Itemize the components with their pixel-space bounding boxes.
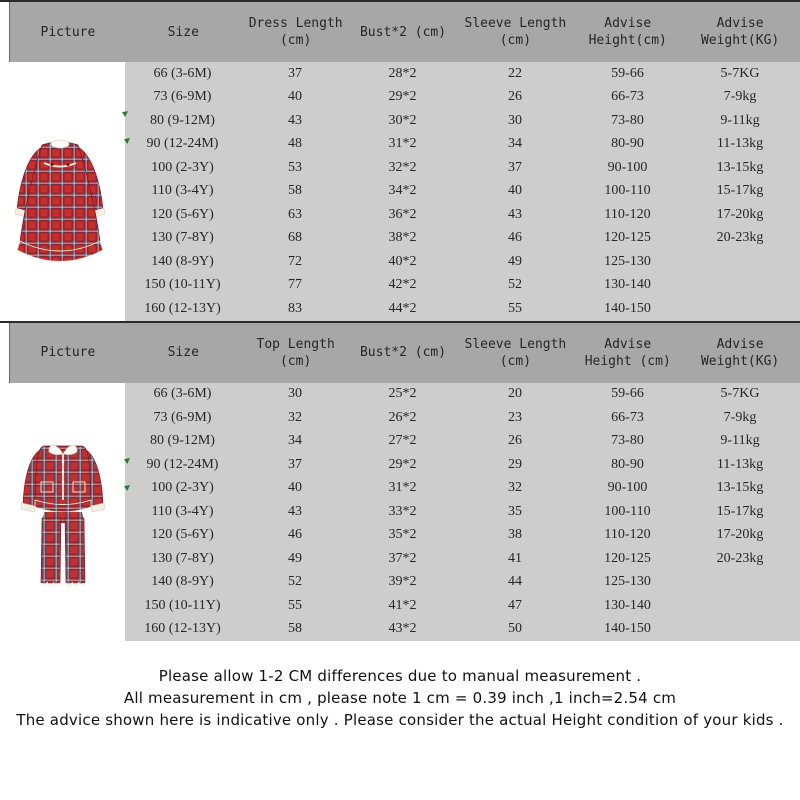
- height-cell: 59-66: [611, 386, 644, 402]
- length-cell: 43: [288, 503, 302, 519]
- length-cell: 34: [288, 433, 302, 449]
- table-row: [0, 430, 800, 454]
- length-cell: 53: [288, 159, 302, 175]
- picture-column-spacer: [0, 109, 125, 133]
- pajama-size-table: [0, 323, 800, 642]
- table-row: [0, 180, 800, 204]
- bust-cell: 29*2: [388, 89, 417, 105]
- height-cell: 120-125: [604, 230, 651, 246]
- size-cell: 140 (8-9Y): [151, 574, 214, 590]
- weight-cell: 5-7KG: [720, 65, 760, 81]
- height-cell: 125-130: [604, 574, 651, 590]
- header-advise-weight: [680, 323, 800, 383]
- header-label: Advise: [716, 336, 764, 352]
- header-label: Size: [167, 345, 199, 360]
- weight-cell: 13-15kg: [716, 159, 764, 175]
- header-label: Size: [167, 24, 199, 40]
- header-label: Sleeve Length: [464, 16, 567, 31]
- size-cell: 80 (9-12M): [150, 433, 215, 449]
- header-advise-height: [575, 323, 680, 383]
- height-cell: 100-110: [604, 183, 651, 199]
- picture-column-spacer: [0, 203, 125, 227]
- picture-column-spacer: [0, 156, 125, 180]
- length-cell: 77: [288, 277, 302, 293]
- height-cell: 66-73: [611, 409, 644, 425]
- length-cell: 37: [288, 456, 302, 472]
- size-cell: 100 (2-3Y): [151, 480, 214, 496]
- header-advise-weight: [680, 2, 800, 62]
- table-row: [0, 133, 800, 157]
- note-line: Please allow 1-2 CM differences due to manual measurement .: [158, 667, 642, 685]
- weight-cell: 9-11kg: [720, 433, 760, 449]
- size-cell: 73 (6-9M): [153, 89, 212, 105]
- picture-column-spacer: [0, 547, 125, 571]
- length-cell: 48: [288, 136, 302, 152]
- height-cell: 140-150: [604, 621, 651, 637]
- height-cell: 110-120: [604, 527, 651, 543]
- header-label: (cm): [499, 33, 532, 48]
- weight-cell: 15-17kg: [716, 503, 764, 519]
- sleeve-cell: 22: [508, 65, 522, 81]
- header-top-length: [241, 323, 351, 383]
- table-row: [0, 500, 800, 524]
- header-label: Weight(KG): [700, 353, 780, 369]
- header-bust: [351, 323, 456, 383]
- bust-cell: 40*2: [388, 253, 417, 269]
- sleeve-cell: 52: [508, 277, 522, 293]
- bust-cell: 43*2: [388, 621, 417, 637]
- size-cell: 110 (3-4Y): [151, 183, 214, 199]
- sleeve-cell: 40: [508, 183, 522, 199]
- table-row: [0, 156, 800, 180]
- bust-cell: 25*2: [388, 386, 417, 402]
- height-cell: 66-73: [611, 89, 644, 105]
- table-row: [0, 547, 800, 571]
- length-cell: 32: [288, 409, 302, 425]
- table-row: [0, 250, 800, 274]
- table-row: [0, 62, 800, 86]
- bust-cell: 27*2: [388, 433, 417, 449]
- picture-column-spacer: [0, 62, 125, 86]
- picture-column-spacer: [0, 297, 125, 321]
- table-row: [0, 453, 800, 477]
- pajama-table-header-row: [9, 323, 800, 383]
- header-label: Advise: [604, 336, 652, 352]
- dress-table-body: [0, 62, 800, 321]
- sleeve-cell: 30: [508, 112, 522, 128]
- length-cell: 40: [288, 89, 302, 105]
- header-sleeve-length: [455, 2, 575, 62]
- size-cell: 140 (8-9Y): [151, 253, 214, 269]
- header-label: Bust*2 (cm): [359, 24, 447, 40]
- bust-cell: 31*2: [388, 136, 417, 152]
- weight-cell: 20-23kg: [716, 550, 764, 566]
- table-row: [0, 571, 800, 595]
- table-row: [0, 227, 800, 251]
- sleeve-cell: 43: [508, 206, 522, 222]
- sleeve-cell: 32: [508, 480, 522, 496]
- table-row: [0, 594, 800, 618]
- length-cell: 68: [288, 230, 302, 246]
- sleeve-cell: 20: [508, 386, 522, 402]
- length-cell: 46: [288, 527, 302, 543]
- weight-cell: 7-9kg: [723, 409, 757, 425]
- size-cell: 160 (12-13Y): [144, 300, 221, 316]
- header-label: (cm): [279, 33, 312, 48]
- sleeve-cell: 50: [508, 621, 522, 637]
- bust-cell: 33*2: [388, 503, 417, 519]
- table-row: [0, 383, 800, 407]
- bust-cell: 26*2: [388, 409, 417, 425]
- sleeve-cell: 26: [508, 89, 522, 105]
- table-row: [0, 274, 800, 298]
- header-label: Picture: [40, 24, 96, 40]
- length-cell: 52: [288, 574, 302, 590]
- bust-cell: 31*2: [388, 480, 417, 496]
- height-cell: 90-100: [607, 159, 648, 175]
- length-cell: 72: [288, 253, 302, 269]
- picture-column-spacer: [0, 524, 125, 548]
- weight-cell: 11-13kg: [716, 136, 764, 152]
- table-row: [0, 297, 800, 321]
- bust-cell: 30*2: [388, 112, 417, 128]
- bust-cell: 36*2: [388, 206, 417, 222]
- header-label: Top Length: [256, 336, 335, 352]
- size-cell: 110 (3-4Y): [151, 503, 214, 519]
- size-cell: 80 (9-12M): [150, 112, 215, 128]
- height-cell: 130-140: [604, 597, 651, 613]
- header-sleeve-length: [455, 323, 575, 383]
- height-cell: 80-90: [611, 136, 644, 152]
- sleeve-cell: 47: [508, 597, 522, 613]
- height-cell: 100-110: [604, 503, 651, 519]
- note-line: All measurement in cm , please note 1 cm = 0.39 inch ,1 inch=2.54 cm: [123, 689, 677, 707]
- size-cell: 130 (7-8Y): [151, 230, 214, 246]
- header-label: (cm): [499, 353, 532, 369]
- height-cell: 73-80: [611, 433, 644, 449]
- picture-column-spacer: [0, 86, 125, 110]
- size-cell: 66 (3-6M): [153, 386, 212, 402]
- length-cell: 30: [288, 386, 302, 402]
- height-cell: 110-120: [604, 206, 651, 222]
- picture-column-spacer: [0, 430, 125, 454]
- picture-column-spacer: [0, 618, 125, 642]
- height-cell: 120-125: [604, 550, 651, 566]
- height-cell: 90-100: [607, 480, 648, 496]
- table-row: [0, 203, 800, 227]
- bust-cell: 29*2: [388, 456, 417, 472]
- header-size: [126, 2, 241, 62]
- size-cell: 150 (10-11Y): [144, 597, 221, 613]
- header-label: Height(cm): [588, 33, 667, 48]
- picture-column-spacer: [0, 500, 125, 524]
- height-cell: 125-130: [604, 253, 651, 269]
- length-cell: 49: [288, 550, 302, 566]
- picture-column-spacer: [0, 180, 125, 204]
- bust-cell: 41*2: [388, 597, 417, 613]
- size-cell: 73 (6-9M): [153, 409, 212, 425]
- length-cell: 83: [288, 300, 302, 316]
- sleeve-cell: 44: [508, 574, 522, 590]
- weight-cell: 5-7KG: [720, 386, 760, 402]
- dress-size-table: [0, 2, 800, 321]
- picture-column-spacer: [0, 133, 125, 157]
- table-row: [0, 477, 800, 501]
- header-label: Picture: [40, 345, 96, 360]
- table-row: [0, 618, 800, 642]
- header-bust: [351, 2, 456, 62]
- sleeve-cell: 23: [508, 409, 522, 425]
- bust-cell: 39*2: [388, 574, 417, 590]
- picture-column-spacer: [0, 477, 125, 501]
- picture-column-spacer: [0, 406, 125, 430]
- sleeve-cell: 55: [508, 300, 522, 316]
- length-cell: 63: [288, 206, 302, 222]
- weight-cell: 17-20kg: [716, 527, 764, 543]
- picture-column-spacer: [0, 571, 125, 595]
- header-label: Weight(KG): [700, 33, 780, 48]
- header-label: Sleeve Length: [464, 336, 567, 352]
- sleeve-cell: 49: [508, 253, 522, 269]
- header-picture: [10, 323, 126, 383]
- bust-cell: 28*2: [388, 65, 417, 81]
- bust-cell: 44*2: [388, 300, 417, 316]
- size-cell: 66 (3-6M): [153, 65, 212, 81]
- weight-cell: 7-9kg: [723, 89, 757, 105]
- sleeve-cell: 29: [508, 456, 522, 472]
- sleeve-cell: 34: [508, 136, 522, 152]
- length-cell: 58: [288, 621, 302, 637]
- bust-cell: 35*2: [388, 527, 417, 543]
- sleeve-cell: 38: [508, 527, 522, 543]
- height-cell: 140-150: [604, 300, 651, 316]
- height-cell: 130-140: [604, 277, 651, 293]
- table-row: [0, 524, 800, 548]
- weight-cell: 9-11kg: [720, 112, 760, 128]
- length-cell: 37: [288, 65, 302, 81]
- sleeve-cell: 37: [508, 159, 522, 175]
- height-cell: 59-66: [611, 65, 644, 81]
- size-cell: 90 (12-24M): [146, 136, 219, 152]
- header-advise-height: [575, 2, 680, 62]
- sleeve-cell: 35: [508, 503, 522, 519]
- weight-cell: 11-13kg: [716, 456, 764, 472]
- picture-column-spacer: [0, 453, 125, 477]
- picture-column-spacer: [0, 227, 125, 251]
- size-cell: 130 (7-8Y): [151, 550, 214, 566]
- bust-cell: 32*2: [388, 159, 417, 175]
- picture-column-spacer: [0, 250, 125, 274]
- weight-cell: 20-23kg: [716, 230, 764, 246]
- header-label: Bust*2 (cm): [359, 345, 447, 360]
- bust-cell: 34*2: [388, 183, 417, 199]
- table-row: [0, 406, 800, 430]
- note-line: The advice shown here is indicative only . Please consider the actual Height condition of your kids .: [16, 711, 784, 729]
- size-cell: 150 (10-11Y): [144, 277, 221, 293]
- picture-column-spacer: [0, 594, 125, 618]
- header-size: [126, 323, 241, 383]
- sleeve-cell: 46: [508, 230, 522, 246]
- weight-cell: 17-20kg: [716, 206, 764, 222]
- header-label: (cm): [279, 353, 312, 369]
- length-cell: 58: [288, 183, 302, 199]
- dress-table-header-row: [9, 2, 800, 62]
- bust-cell: 37*2: [388, 550, 417, 566]
- table-row: [0, 86, 800, 110]
- size-cell: 120 (5-6Y): [151, 527, 214, 543]
- sleeve-cell: 26: [508, 433, 522, 449]
- length-cell: 43: [288, 112, 302, 128]
- header-label: Advise: [604, 16, 652, 31]
- weight-cell: 13-15kg: [716, 480, 764, 496]
- table-row: [0, 109, 800, 133]
- bust-cell: 42*2: [388, 277, 417, 293]
- weight-cell: 15-17kg: [716, 183, 764, 199]
- picture-column-spacer: [0, 274, 125, 298]
- pajama-table-body: [0, 383, 800, 642]
- bust-cell: 38*2: [388, 230, 417, 246]
- length-cell: 40: [288, 480, 302, 496]
- length-cell: 55: [288, 597, 302, 613]
- size-cell: 90 (12-24M): [146, 456, 219, 472]
- header-label: Dress Length: [248, 16, 343, 31]
- height-cell: 73-80: [611, 112, 644, 128]
- header-label: Advise: [716, 16, 764, 31]
- measurement-notes: [0, 665, 800, 731]
- header-picture: [10, 2, 126, 62]
- header-label: Height (cm): [584, 353, 671, 369]
- header-dress-length: [241, 2, 351, 62]
- picture-column-spacer: [0, 383, 125, 407]
- size-cell: 100 (2-3Y): [151, 159, 214, 175]
- size-cell: 160 (12-13Y): [144, 621, 221, 637]
- height-cell: 80-90: [611, 456, 644, 472]
- sleeve-cell: 41: [508, 550, 522, 566]
- size-cell: 120 (5-6Y): [151, 206, 214, 222]
